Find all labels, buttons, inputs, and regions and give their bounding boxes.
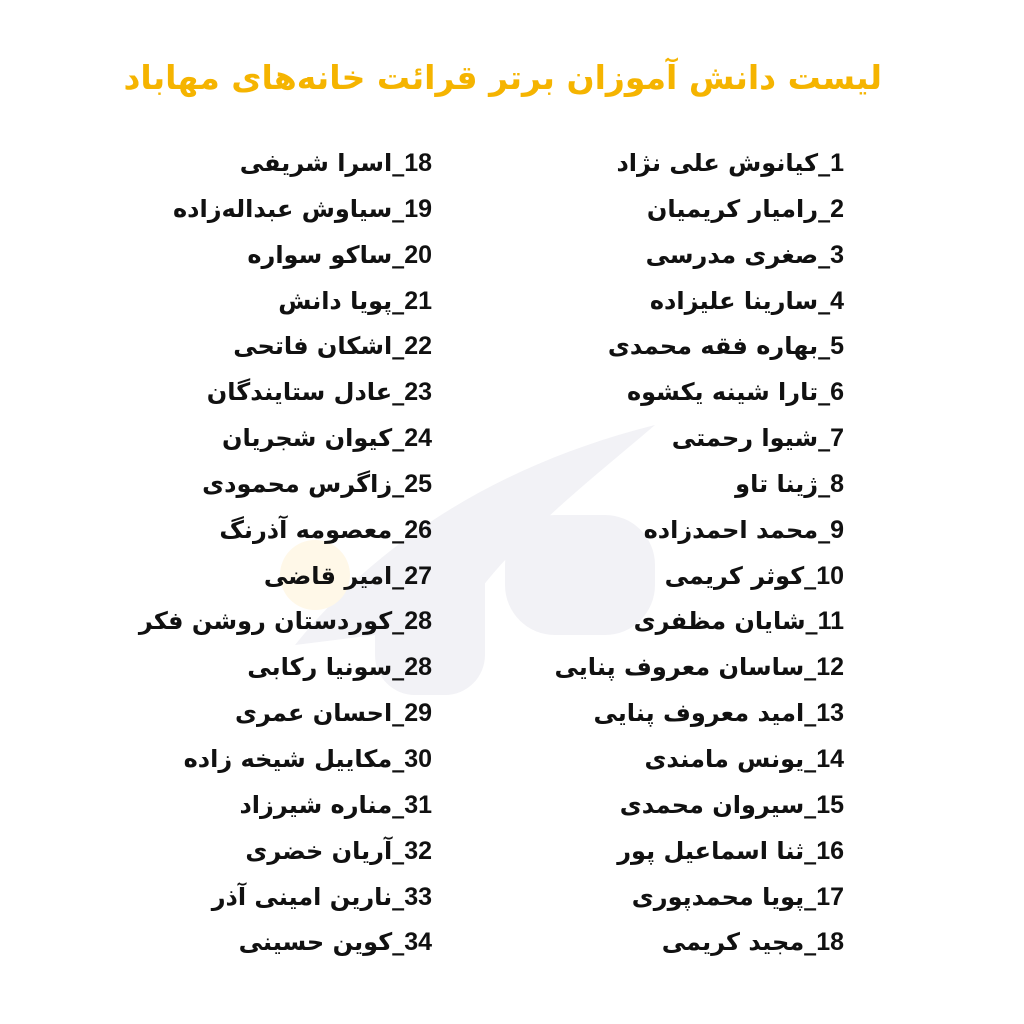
entry-name: _نارین امینی آذر bbox=[211, 882, 405, 911]
entry-number: 2 bbox=[830, 194, 844, 223]
entry-name: _شایان مظفری bbox=[633, 607, 818, 636]
entry-number: 28 bbox=[404, 607, 432, 636]
list-item bbox=[544, 233, 844, 279]
entry-number: 23 bbox=[404, 378, 432, 407]
list-item bbox=[102, 187, 432, 233]
list-item bbox=[544, 187, 844, 233]
entry-number: 15 bbox=[816, 790, 844, 819]
entry-name: _کوین حسینی bbox=[238, 928, 405, 957]
list-item bbox=[102, 416, 432, 462]
entry-name: _ساکو سواره bbox=[247, 240, 405, 269]
entry-number: 22 bbox=[404, 332, 432, 361]
list-item bbox=[102, 829, 432, 875]
entry-number: 32 bbox=[404, 836, 432, 865]
list-item bbox=[544, 645, 844, 691]
entry-name: _آریان خضری bbox=[245, 836, 405, 865]
entry-number: 18 bbox=[816, 928, 844, 957]
entry-number: 6 bbox=[830, 378, 844, 407]
entry-number: 27 bbox=[404, 561, 432, 590]
list-item bbox=[544, 691, 844, 737]
entry-name: _کوردستان روشن فکر bbox=[138, 607, 405, 636]
entry-number: 33 bbox=[404, 882, 432, 911]
list-item bbox=[544, 324, 844, 370]
entry-number: 5 bbox=[830, 332, 844, 361]
entry-number: 34 bbox=[404, 928, 432, 957]
entry-name: _بهاره فقه محمدی bbox=[607, 332, 831, 361]
entry-name: _کیانوش علی نژاد bbox=[616, 149, 831, 177]
entry-number: 21 bbox=[404, 286, 432, 315]
list-item bbox=[102, 783, 432, 829]
page-title: لیست دانش آموزان برتر قرائت خانه‌های مهاباد bbox=[123, 58, 882, 97]
list-item bbox=[102, 462, 432, 508]
entry-name: _کیوان شجریان bbox=[221, 424, 405, 453]
entry-number: 17 bbox=[816, 882, 844, 911]
entry-number: 29 bbox=[404, 699, 432, 728]
entry-name: _اشکان فاتحی bbox=[233, 332, 405, 361]
entry-name: _مکاییل شیخه زاده bbox=[183, 744, 405, 773]
list-item bbox=[102, 279, 432, 325]
entry-name: _معصومه آذرنگ bbox=[219, 515, 405, 544]
entry-name: _امید معروف پنایی bbox=[593, 699, 817, 728]
entry-number: 13 bbox=[816, 699, 844, 728]
entry-name: _ساسان معروف پنایی bbox=[554, 653, 817, 682]
entry-number: 7 bbox=[830, 424, 844, 453]
list-item bbox=[544, 875, 844, 921]
entry-number: 31 bbox=[404, 790, 432, 819]
entry-name: _تارا شینه یکشوه bbox=[626, 378, 831, 407]
entry-name: _پویا دانش bbox=[278, 286, 405, 315]
list-item bbox=[102, 508, 432, 554]
entry-number: 24 bbox=[404, 424, 432, 453]
entry-name: _زاگرس محمودی bbox=[202, 469, 405, 498]
entry-number: 10 bbox=[816, 561, 844, 590]
entry-name: _پویا محمدپوری bbox=[631, 882, 817, 911]
list-item bbox=[544, 599, 844, 645]
entry-number: 4 bbox=[830, 286, 844, 315]
entry-number: 11 bbox=[817, 607, 844, 636]
entry-name: _مناره شیرزاد bbox=[239, 790, 405, 819]
entry-name: _احسان عمری bbox=[234, 699, 405, 728]
list-item bbox=[544, 462, 844, 508]
list-item bbox=[544, 554, 844, 600]
entry-name: _اسرا شریفی bbox=[239, 149, 405, 177]
list-item bbox=[102, 737, 432, 783]
entry-name: _محمد احمدزاده bbox=[643, 515, 831, 544]
list-item bbox=[102, 645, 432, 691]
entry-number: 28 bbox=[404, 653, 432, 682]
list-item bbox=[102, 920, 432, 966]
entry-number: 14 bbox=[816, 744, 844, 773]
entry-number: 12 bbox=[816, 653, 844, 682]
entry-name: _شیوا رحمتی bbox=[671, 424, 831, 453]
entry-name: _صغری مدرسی bbox=[645, 240, 831, 269]
entry-name: _مجید کریمی bbox=[661, 928, 817, 957]
entry-name: _ژینا تاو bbox=[735, 469, 831, 498]
entry-number: 16 bbox=[816, 836, 844, 865]
entry-name: _سونیا رکابی bbox=[247, 653, 405, 682]
entry-number: 19 bbox=[404, 194, 432, 223]
list-item bbox=[544, 416, 844, 462]
list-item bbox=[102, 691, 432, 737]
entry-number: 30 bbox=[404, 744, 432, 773]
list-item bbox=[544, 783, 844, 829]
entry-number: 8 bbox=[830, 469, 844, 498]
entry-number: 25 bbox=[404, 469, 432, 498]
entry-name: _امیر قاضی bbox=[263, 561, 405, 590]
entry-number: 9 bbox=[830, 515, 844, 544]
list-item bbox=[102, 875, 432, 921]
entry-number: 18 bbox=[404, 149, 432, 177]
entry-number: 3 bbox=[830, 240, 844, 269]
list-item bbox=[544, 920, 844, 966]
list-item bbox=[102, 370, 432, 416]
list-item bbox=[102, 141, 432, 187]
entry-name: _سیروان محمدی bbox=[619, 790, 817, 819]
list-item bbox=[102, 324, 432, 370]
list-item bbox=[544, 279, 844, 325]
entry-name: _عادل ستایندگان bbox=[206, 378, 405, 407]
list-item bbox=[102, 554, 432, 600]
list-item bbox=[544, 141, 844, 187]
entry-name: _سیاوش عبداله‌زاده bbox=[173, 194, 405, 223]
list-column-right bbox=[544, 141, 844, 966]
list-item bbox=[544, 737, 844, 783]
list-item bbox=[544, 508, 844, 554]
entry-number: 26 bbox=[404, 515, 432, 544]
entry-name: _کوثر کریمی bbox=[664, 561, 817, 590]
entry-name: _سارینا علیزاده bbox=[649, 286, 831, 315]
list-column-left bbox=[102, 141, 432, 966]
list-item bbox=[544, 370, 844, 416]
list-item bbox=[544, 829, 844, 875]
list-item bbox=[102, 233, 432, 279]
entry-name: _ثنا اسماعیل پور bbox=[617, 836, 817, 865]
list-item bbox=[102, 599, 432, 645]
entry-name: _یونس مامندی bbox=[644, 744, 817, 773]
entry-name: _رامیار کریمیان bbox=[646, 194, 831, 223]
entry-number: 20 bbox=[404, 240, 432, 269]
entry-number: 1 bbox=[830, 149, 844, 177]
